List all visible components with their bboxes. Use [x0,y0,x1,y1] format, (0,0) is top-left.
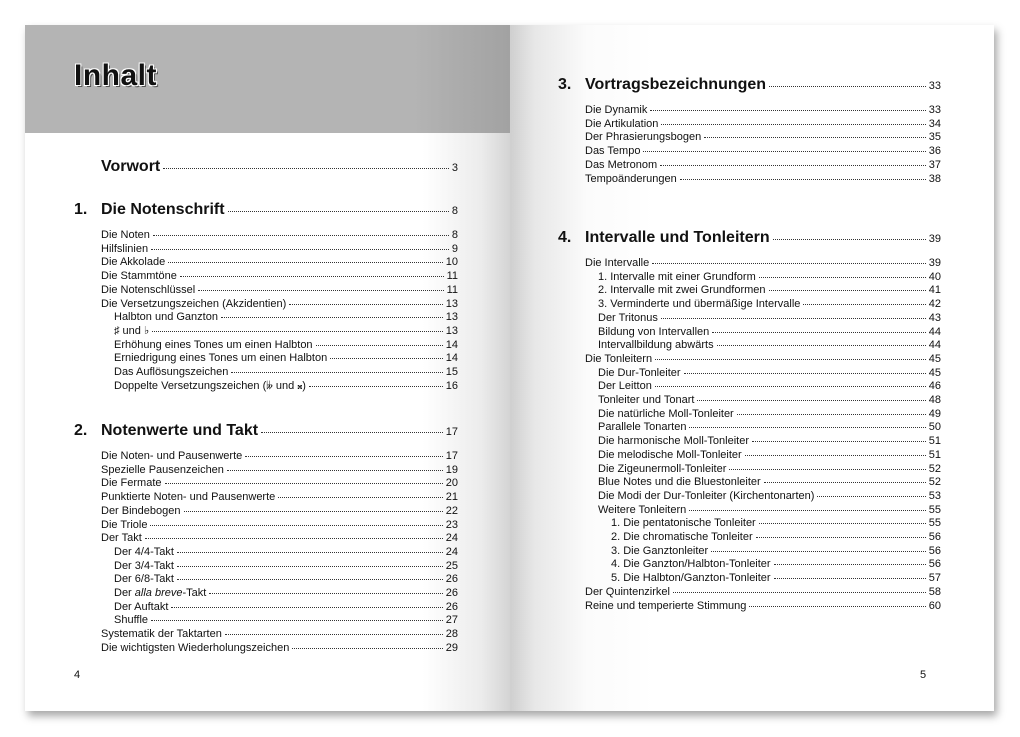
dot-leader [316,345,443,346]
toc-entry-page-number: 53 [928,489,941,502]
toc-entry-page-number: 51 [928,448,941,461]
toc-entry[interactable] [114,546,458,560]
dot-leader [261,432,443,433]
toc-entry-label: 3. Verminderte und übermäßige Intervalle [598,298,801,311]
toc-entry[interactable] [598,380,941,394]
toc-entry[interactable] [585,131,941,145]
dot-leader [643,151,925,152]
toc-entry[interactable] [585,118,941,132]
dot-leader [245,456,443,457]
toc-entry-page-number: 55 [928,503,941,516]
toc-entry[interactable] [598,490,941,504]
toc-entry-label: Tempoänderungen [585,172,677,185]
toc-entry[interactable] [585,173,941,187]
toc-entry-page-number: 42 [928,298,941,311]
toc-entry-page-number: 44 [928,339,941,352]
toc-entry-label: 2. Intervalle mit zwei Grundformen [598,284,766,297]
dot-leader [717,345,926,346]
toc-entry-label: Die Triole [101,518,148,531]
dot-leader [151,620,443,621]
dot-leader [292,648,442,649]
toc-entry[interactable] [585,159,941,173]
chapter-page-number: 3 [451,162,458,174]
toc-entry-label: Doppelte Versetzungszeichen (𝄫 und 𝄪) [114,379,306,392]
right-page [510,25,994,711]
toc-entry[interactable] [101,505,458,519]
toc-entry[interactable] [101,243,458,257]
dot-leader [221,317,443,318]
toc-entry-page-number: 19 [445,463,458,476]
dot-leader [752,441,926,442]
toc-entry-label: Der Phrasierungsbogen [585,131,702,144]
toc-entry-label: Der 3/4-Takt [114,559,174,572]
toc-entry-label: Die wichtigsten Wiederholungszeichen [101,641,290,654]
toc-entry-label: Die Notenschlüssel [101,283,196,296]
toc-entry-page-number: 45 [928,366,941,379]
toc-entry-label: Shuffle [114,614,149,627]
dot-leader [177,566,443,567]
dot-leader [150,525,442,526]
chapter-page-number: 33 [928,80,941,92]
toc-entry[interactable] [114,366,458,380]
toc-entry[interactable] [114,380,458,394]
chapter-page-number: 17 [445,426,458,438]
toc-entry[interactable] [114,601,458,615]
toc-entry[interactable] [114,560,458,574]
dot-leader [769,290,926,291]
toc-entry[interactable] [598,435,941,449]
toc-entry-label: Erhöhung eines Tones um einen Halbton [114,338,313,351]
toc-entry-page-number: 17 [445,450,458,462]
toc-entry-label: Die Akkolade [101,256,166,269]
dot-leader [171,607,442,608]
chapter-page-number: 8 [451,205,458,217]
toc-entry-page-number: 52 [928,462,941,475]
toc-entry-page-number: 25 [445,559,458,572]
toc-entry[interactable] [611,531,941,545]
chapter-heading[interactable] [558,229,941,247]
toc-entry[interactable] [598,367,941,381]
toc-entry[interactable] [598,504,941,518]
dot-leader [227,470,443,471]
dot-leader [769,86,926,87]
toc-entry-page-number: 56 [928,558,941,571]
dot-leader [697,400,925,401]
toc-entry-label: Die melodische Moll-Tonleiter [598,448,742,461]
page-title: Inhalt [74,59,157,92]
dot-leader [711,551,926,552]
dot-leader [209,593,442,594]
toc-entry[interactable] [101,642,458,656]
toc-entry-label: Der Quintenzirkel [585,585,670,598]
toc-entry-label: Die Noten [101,229,150,241]
toc-entry[interactable] [611,545,941,559]
toc-entry[interactable] [101,270,458,284]
toc-entry-label: Bildung von Intervallen [598,325,710,338]
dot-leader [680,179,926,180]
dot-leader [151,249,449,250]
toc-entry-page-number: 9 [451,242,458,255]
toc-entry[interactable] [101,519,458,533]
dot-leader [712,332,925,333]
dot-leader [774,578,926,579]
dot-leader [309,386,443,387]
toc-entry-label: Spezielle Pausenzeichen [101,463,224,476]
toc-entry-page-number: 10 [445,256,458,269]
toc-entry-page-number: 51 [928,435,941,448]
toc-entry[interactable] [585,145,941,159]
toc-entry-page-number: 14 [445,338,458,351]
toc-entry-page-number: 24 [445,532,458,545]
dot-leader [198,290,443,291]
toc-entry-page-number: 20 [445,477,458,490]
toc-entry-label: Der 6/8-Takt [114,573,174,586]
toc-entry-page-number: 8 [451,229,458,241]
toc-entry-page-number: 15 [445,366,458,378]
dot-leader [661,318,926,319]
toc-entry-page-number: 26 [445,600,458,613]
dot-leader [225,634,443,635]
toc-entry[interactable] [114,352,458,366]
dot-leader [152,331,443,332]
toc-entry-label: Das Metronom [585,158,658,171]
toc-entry-page-number: 33 [928,104,941,116]
chapter-page-number: 39 [928,233,941,245]
toc-entry-page-number: 14 [445,352,458,365]
toc-entry-label: Hilfslinien [101,242,149,255]
toc-entry-label: Reine und temperierte Stimmung [585,599,747,612]
dot-leader [759,277,926,278]
toc-entry-page-number: 44 [928,325,941,338]
toc-entry[interactable] [598,271,941,285]
dot-leader [163,168,449,169]
toc-entry[interactable] [114,311,458,325]
toc-entry-page-number: 36 [928,145,941,158]
dot-leader [180,276,444,277]
toc-entry-page-number: 55 [928,517,941,530]
toc-entry-page-number: 16 [445,379,458,392]
toc-entry-label: Die Dur-Tonleiter [598,366,681,379]
toc-entry-label: Der Tritonus [598,311,658,324]
dot-leader [145,538,443,539]
dot-leader [177,552,443,553]
dot-leader [168,262,443,263]
chapter-title: Vortragsbezeichnungen [585,76,767,93]
toc-entry[interactable] [114,614,458,628]
dot-leader [704,137,926,138]
toc-entry-label: Halbton und Ganzton [114,311,218,324]
toc-entry-page-number: 13 [445,324,458,337]
toc-entry-page-number: 11 [446,270,458,283]
dot-leader [278,497,442,498]
toc-entry-label: Das Tempo [585,145,641,158]
toc-entry-page-number: 45 [928,352,941,365]
toc-entry-page-number: 43 [928,311,941,324]
page-number-left: 4 [74,669,81,681]
dot-leader [661,124,925,125]
dot-leader [177,579,443,580]
toc-entry-label: Weitere Tonleitern [598,503,687,516]
toc-entry[interactable] [101,256,458,270]
toc-entry-label: Der alla breve-Takt [114,587,207,599]
chapter-heading[interactable] [74,201,458,219]
toc-entry-label: Der Bindebogen [101,504,181,517]
toc-entry[interactable] [611,558,941,572]
toc-entry-label: Die Tonleitern [585,352,653,365]
toc-entry[interactable] [598,284,941,298]
toc-entry-label: Die Versetzungszeichen (Akzidentien) [101,297,287,310]
toc-entry-label: Die Stammtöne [101,270,177,283]
toc-entry-label: Die Noten- und Pausenwerte [101,450,243,462]
toc-entry-label: Die natürliche Moll-Tonleiter [598,407,734,420]
toc-entry[interactable] [598,312,941,326]
toc-entry[interactable] [101,298,458,312]
toc-entry-label: Die Intervalle [585,257,650,269]
toc-entry-page-number: 38 [928,172,941,185]
chapter-number: 4. [558,229,572,246]
toc-entry[interactable] [114,325,458,339]
toc-entry-page-number: 13 [445,297,458,310]
italic-term: alla breve [134,587,183,599]
toc-entry-page-number: 52 [928,476,941,489]
toc-entry-label: 4. Die Ganzton/Halbton-Tonleiter [611,558,771,571]
dot-leader [153,235,449,236]
toc-entry[interactable] [101,450,458,464]
toc-entry-page-number: 57 [928,572,941,585]
chapter-heading[interactable] [558,76,941,94]
toc-entry-label: Die Modi der Dur-Tonleiter (Kirchentonarten) [598,489,815,502]
toc-entry[interactable] [585,600,941,614]
dot-leader [684,373,926,374]
dot-leader [652,263,926,264]
toc-entry[interactable] [598,463,941,477]
toc-entry-label: Die harmonische Moll-Tonleiter [598,435,750,448]
dot-leader [759,523,926,524]
toc-entry-page-number: 28 [445,628,458,641]
dot-leader [749,606,925,607]
dot-leader [165,483,443,484]
toc-entry-label: 5. Die Halbton/Ganzton-Tonleiter [611,572,771,585]
dot-leader [289,304,442,305]
chapter-heading[interactable] [74,422,458,440]
dot-leader [737,414,926,415]
toc-entry-label: Tonleiter und Tonart [598,394,695,406]
dot-leader [228,211,449,212]
toc-entry[interactable] [114,573,458,587]
toc-entry-page-number: 27 [445,614,458,627]
chapter-number: 1. [74,201,88,218]
toc-entry[interactable] [114,339,458,353]
toc-entry[interactable] [611,572,941,586]
dot-leader [655,386,926,387]
chapter-title: Die Notenschrift [101,201,225,218]
dot-leader [729,469,925,470]
toc-entry[interactable] [598,339,941,353]
toc-entry[interactable] [114,587,458,601]
toc-entry[interactable] [101,477,458,491]
toc-entry[interactable] [598,394,941,408]
toc-entry-label: Punktierte Noten- und Pausenwerte [101,491,276,504]
toc-entry[interactable] [101,284,458,298]
toc-entry-label: Der Auftakt [114,600,169,613]
dot-leader [817,496,925,497]
toc-entry-page-number: 58 [928,585,941,598]
toc-entry-label: Die Fermate [101,477,162,490]
toc-entry[interactable] [598,326,941,340]
chapter-title: Notenwerte und Takt [101,422,259,439]
toc-entry[interactable] [101,532,458,546]
toc-entry-page-number: 40 [928,270,941,283]
toc-entry-label: 3. Die Ganztonleiter [611,544,709,557]
chapter-heading[interactable] [101,158,458,176]
dot-leader [774,564,926,565]
toc-entry[interactable] [598,476,941,490]
dot-leader [673,592,926,593]
toc-entry-label: Intervallbildung abwärts [598,339,714,352]
toc-entry[interactable] [585,104,941,118]
dot-leader [764,482,926,483]
toc-entry-page-number: 39 [928,257,941,269]
chapter-number: 3. [558,76,572,93]
dot-leader [330,358,443,359]
toc-entry[interactable] [611,517,941,531]
toc-entry-label: ♯ und ♭ [114,324,150,337]
toc-entry-page-number: 49 [928,407,941,420]
toc-entry-page-number: 11 [446,283,458,296]
chapter-title: Vorwort [101,158,161,175]
toc-entry[interactable] [598,421,941,435]
chapter-title: Intervalle und Tonleitern [585,229,770,246]
toc-entry[interactable] [598,298,941,312]
toc-entry-label: Die Dynamik [585,104,648,116]
dot-leader [689,510,925,511]
toc-entry-page-number: 24 [445,545,458,558]
dot-leader [773,239,926,240]
toc-entry-page-number: 26 [445,573,458,586]
toc-entry[interactable] [101,491,458,505]
toc-entry-page-number: 48 [928,394,941,406]
book-spread [25,25,994,711]
toc-entry[interactable] [585,257,941,271]
toc-entry-page-number: 29 [445,641,458,654]
dot-leader [803,304,925,305]
toc-entry[interactable] [101,464,458,478]
toc-entry-label: 2. Die chromatische Tonleiter [611,531,753,543]
toc-entry-label: Erniedrigung eines Tones um einen Halbton [114,352,328,365]
toc-entry[interactable] [101,229,458,243]
toc-entry-label: 1. Intervalle mit einer Grundform [598,270,756,283]
dot-leader [660,165,926,166]
toc-entry-page-number: 21 [445,491,458,504]
dot-leader [655,359,926,360]
toc-entry-label: 1. Die pentatonische Tonleiter [611,517,756,530]
dot-leader [650,110,925,111]
toc-entry-page-number: 37 [928,158,941,171]
toc-entry-label: Systematik der Taktarten [101,628,222,641]
toc-entry-label: Die Zigeunermoll-Tonleiter [598,462,727,475]
toc-entry[interactable] [101,628,458,642]
toc-entry-page-number: 13 [445,311,458,324]
toc-entry-label: Der Leitton [598,380,652,393]
dot-leader [756,537,926,538]
toc-entry-page-number: 56 [928,544,941,557]
toc-entry-label: Parallele Tonarten [598,421,687,434]
toc-entry-page-number: 26 [445,587,458,599]
toc-entry-page-number: 23 [445,518,458,531]
toc-entry-page-number: 35 [928,131,941,144]
toc-entry-label: Der Takt [101,532,142,545]
dot-leader [231,372,442,373]
page-number-right: 5 [920,669,927,681]
toc-entry[interactable] [598,449,941,463]
dot-leader [689,427,925,428]
toc-entry-page-number: 50 [928,421,941,434]
dot-leader [184,511,443,512]
dot-leader [745,455,926,456]
toc-entry[interactable] [585,586,941,600]
toc-entry-page-number: 41 [928,284,941,297]
toc-entry-page-number: 46 [928,380,941,393]
toc-entry-label: Die Artikulation [585,117,659,130]
toc-entry-label: Blue Notes und die Bluestonleiter [598,476,761,489]
toc-entry[interactable] [585,353,941,367]
left-page [25,25,510,711]
chapter-number: 2. [74,422,88,439]
toc-entry[interactable] [598,408,941,422]
toc-entry-label: Der 4/4-Takt [114,545,174,558]
toc-entry-label: Das Auflösungszeichen [114,366,229,378]
toc-entry-page-number: 22 [445,504,458,517]
toc-entry-page-number: 56 [928,531,941,543]
toc-entry-page-number: 34 [928,117,941,130]
toc-entry-page-number: 60 [928,599,941,612]
